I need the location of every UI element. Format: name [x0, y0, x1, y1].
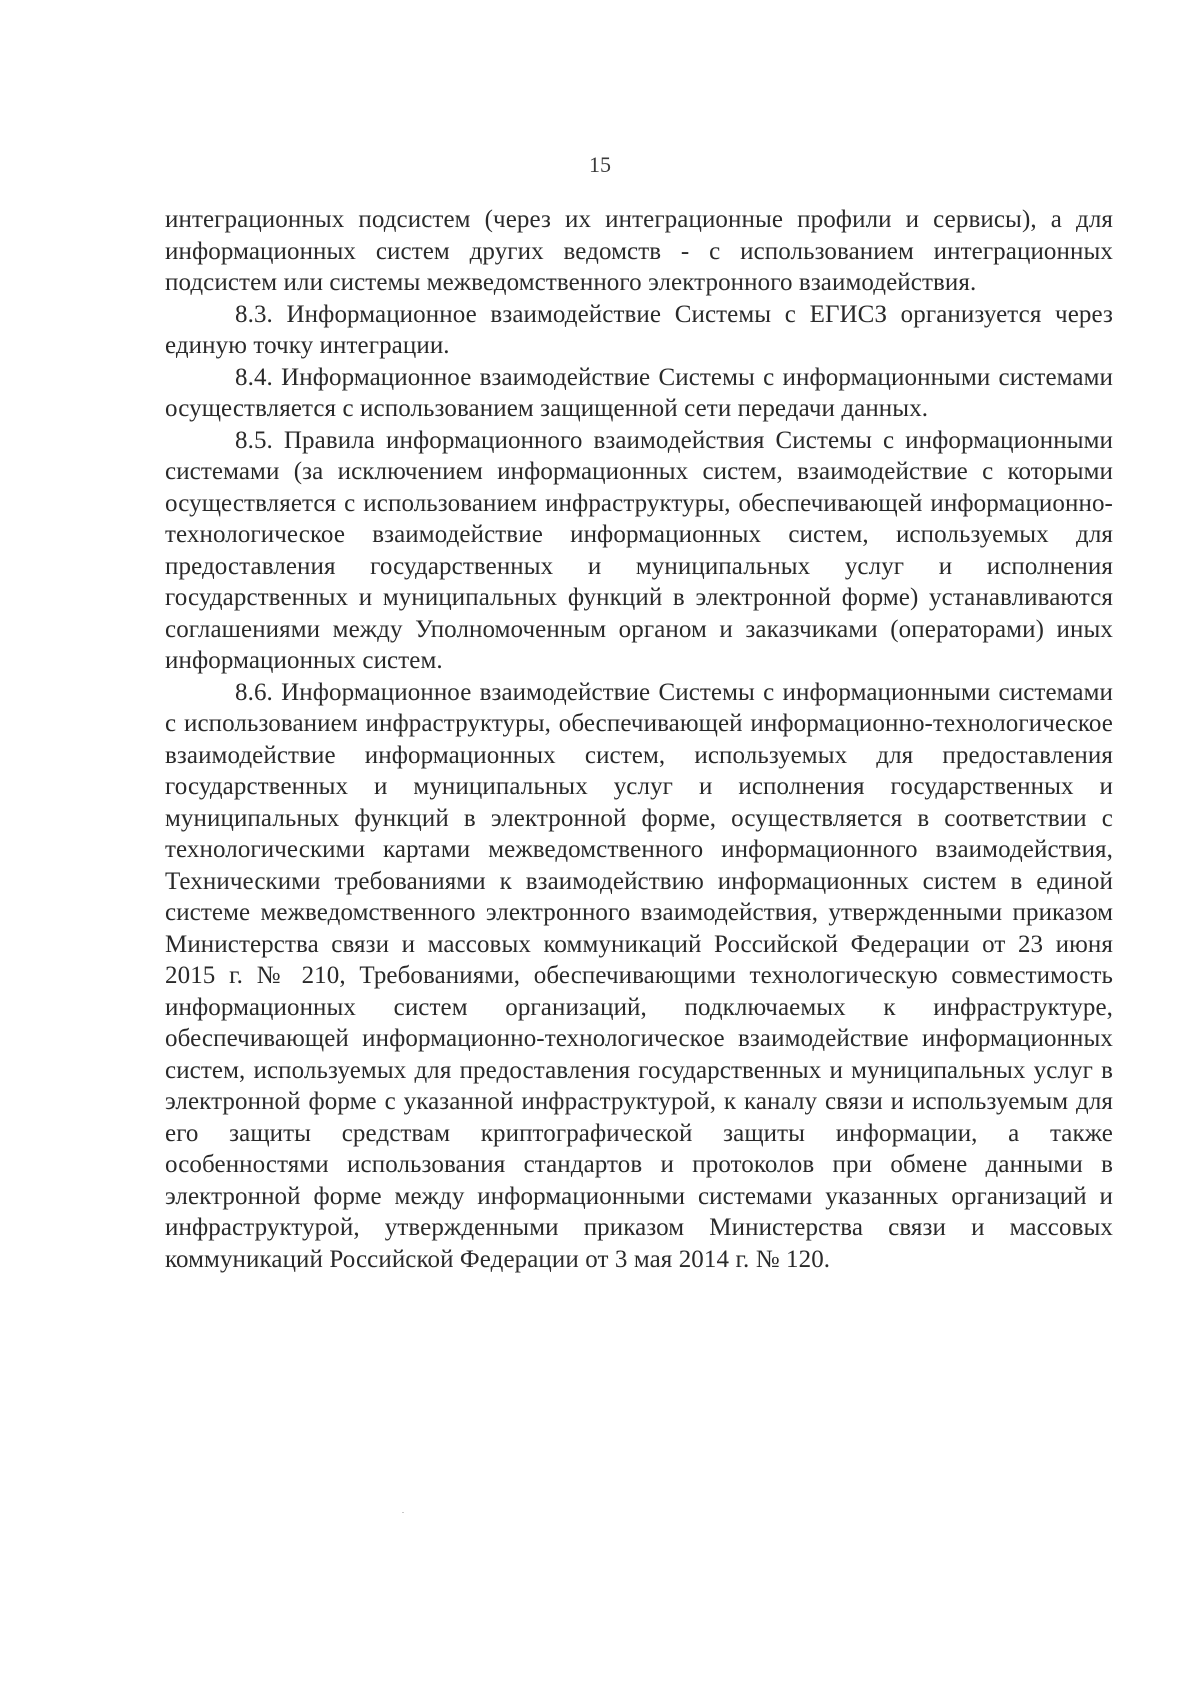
scan-artifact [402, 1512, 404, 1513]
paragraph-8-4: 8.4. Информационное взаимодействие Системы с информационными системами осуществляется с использованием защищенной сети передачи данных. [165, 363, 1113, 422]
document-body [165, 204, 1113, 1275]
paragraph-8-6: 8.6. Информационное взаимодействие Системы с информационными системами с использованием инфраструктуры, обеспечивающей информационно-технологическое взаимодействие информационных систем, используемых для предоставления государственных и муниципальных услуг и исполнения государственных и муниципальных функций в электронной форме, осуществляется в соответствии с технологическими картами межведомственного информационного взаимодействия, Техническими требованиями к взаимодействию информационных систем в единой системе межведомственного электронного взаимодействия, утвержденными приказом Министерства связи и массовых коммуникаций Российской Федерации от 23 июня 2015 г. № 210, Требованиями, обеспечивающими технологическую совместимость информационных систем организаций, подключаемых к инфраструктуре, обеспечивающей информационно-технологическое взаимодействие информационных систем, используемых для предоставления государственных и муниципальных услуг в электронной форме с указанной инфраструктурой, к каналу связи и используемым для его защиты средствам криптографической защиты информации, а также особенностями использования стандартов и протоколов при обмене данными в электронной форме между информационными системами указанных организаций и инфраструктурой, утвержденными приказом Министерства связи и массовых коммуникаций Российской Федерации от 3 мая 2014 г. № 120. [165, 678, 1113, 1273]
page-number: 15 [589, 152, 611, 177]
paragraph-8-3: 8.3. Информационное взаимодействие Системы с ЕГИСЗ организуется через единую точку интеграции. [165, 300, 1113, 359]
paragraph-8-5: 8.5. Правила информационного взаимодействия Системы с информационными системами (за исключением информационных систем, взаимодействие с которыми осуществляется с использованием инфраструктуры, обеспечивающей информационно-технологическое взаимодействие информационных систем, используемых для предоставления государственных и муниципальных услуг и исполнения государственных и муниципальных функций в электронной форме) устанавливаются соглашениями между Уполномоченным органом и заказчиками (операторами) иных информационных систем. [165, 426, 1113, 674]
paragraph-continuation: интеграционных подсистем (через их интеграционные профили и сервисы), а для информационных систем других ведомств - с использованием интеграционных подсистем или системы межведомственного электронного взаимодействия. [165, 206, 1113, 296]
